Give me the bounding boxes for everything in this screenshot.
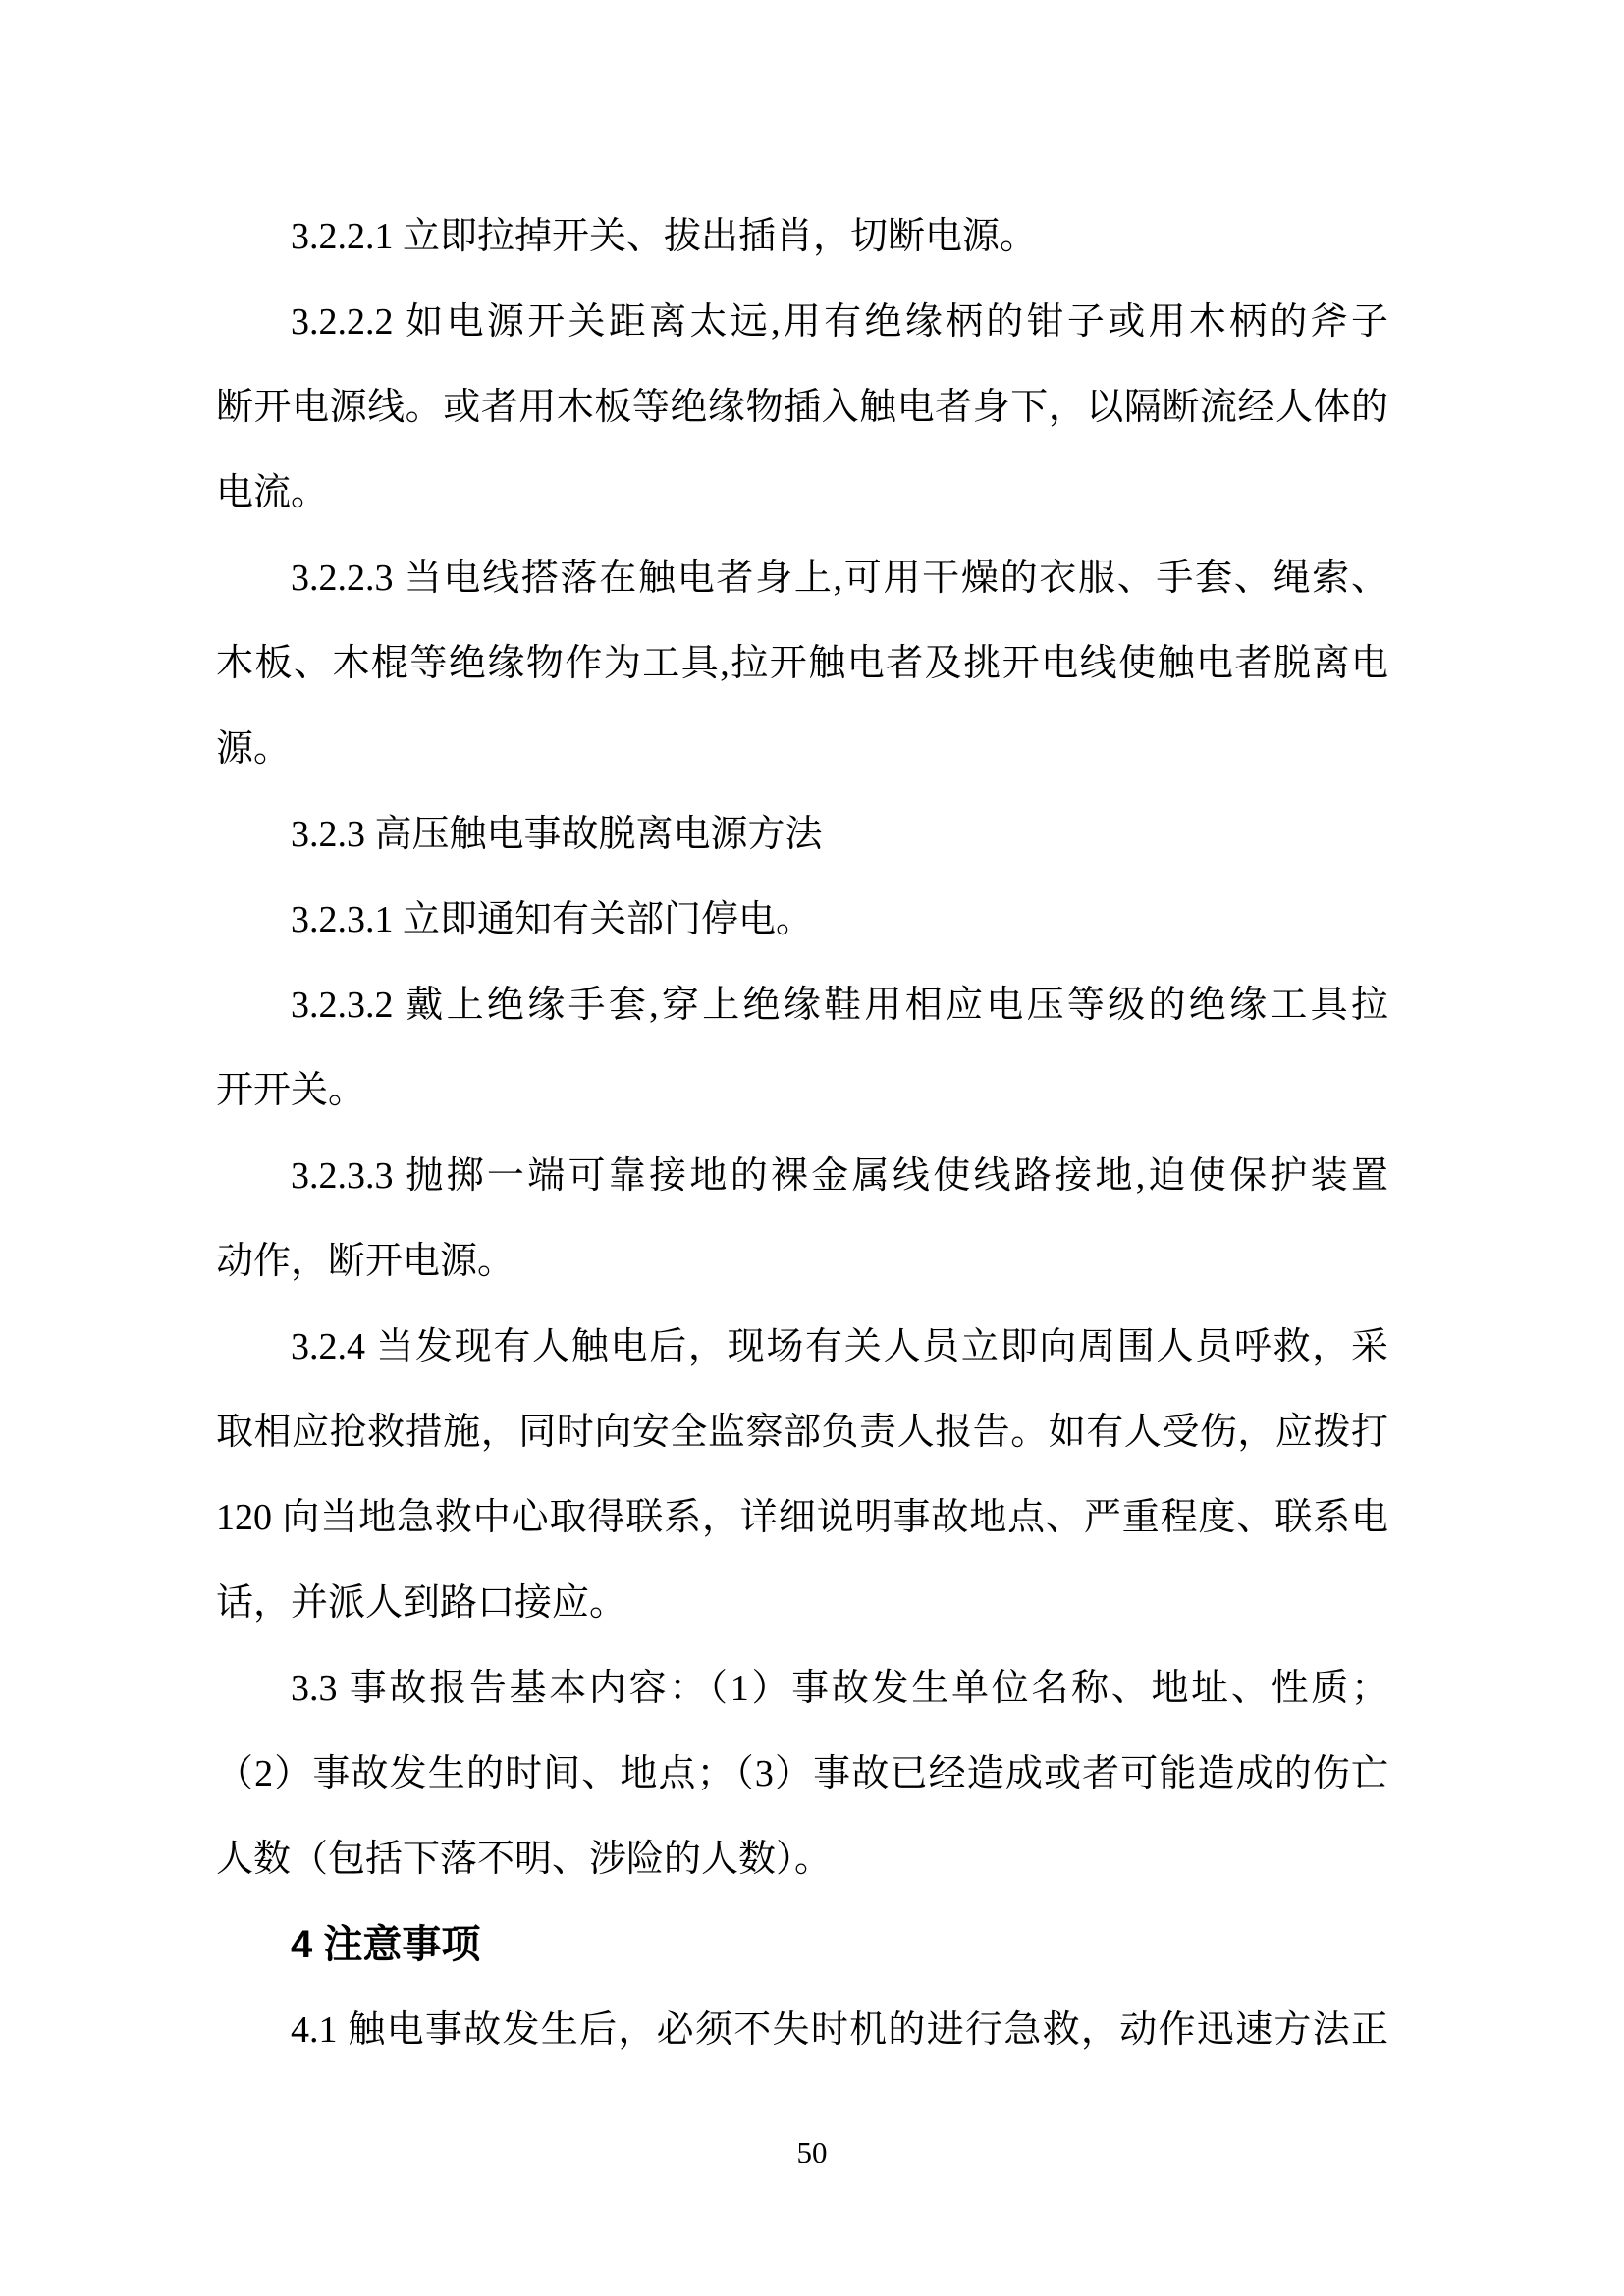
paragraph-line: 3.3 事故报告基本内容：（1）事故发生单位名称、地址、性质； (291, 1668, 1388, 1709)
document-body (216, 194, 1388, 2073)
paragraph-line: 动作，断开电源。 (216, 1241, 515, 1282)
paragraph-line: 3.2.3.3 抛掷一端可靠接地的裸金属线使线路接地,迫使保护装置 (291, 1155, 1388, 1197)
paragraph-line: 3.2.2.1 立即拉掉开关、拔出插肖，切断电源。 (291, 216, 1038, 257)
section-heading: 4 注意事项 (291, 1923, 481, 1966)
paragraph-line: 木板、木棍等绝缘物作为工具,拉开触电者及挑开电线使触电者脱离电 (216, 643, 1388, 684)
paragraph-line: 取相应抢救措施，同时向安全监察部负责人报告。如有人受伤，应拨打 (216, 1412, 1388, 1453)
paragraph-line: 3.2.3 高压触电事故脱离电源方法 (291, 814, 823, 855)
paragraph-line: 3.2.4 当发现有人触电后，现场有关人员立即向周围人员呼救，采 (291, 1326, 1388, 1367)
paragraph-line: 3.2.2.2 如电源开关距离太远,用有绝缘柄的钳子或用木柄的斧子 (291, 301, 1388, 343)
paragraph-line: 3.2.2.3 当电线搭落在触电者身上,可用干燥的衣服、手套、绳索、 (291, 558, 1388, 599)
paragraph-line: 3.2.3.1 立即通知有关部门停电。 (291, 899, 814, 940)
paragraph-line: 电流。 (216, 472, 329, 513)
paragraph-line: 3.2.3.2 戴上绝缘手套,穿上绝缘鞋用相应电压等级的绝缘工具拉 (291, 985, 1388, 1026)
paragraph-line: （2）事故发生的时间、地点；（3）事故已经造成或者可能造成的伤亡 (216, 1753, 1388, 1794)
paragraph-line: 4.1 触电事故发生后，必须不失时机的进行急救，动作迅速方法正 (291, 2009, 1388, 2051)
paragraph-line: 话，并派人到路口接应。 (216, 1582, 627, 1624)
paragraph-line: 断开电源线。或者用木板等绝缘物插入触电者身下，以隔断流经人体的 (216, 387, 1388, 428)
paragraph-line: 人数（包括下落不明、涉险的人数）。 (216, 1839, 833, 1880)
paragraph-line: 120 向当地急救中心取得联系，详细说明事故地点、严重程度、联系电 (216, 1497, 1388, 1538)
paragraph-line: 源。 (216, 728, 292, 770)
page-number: 50 (796, 2135, 828, 2169)
paragraph-line: 开开关。 (216, 1070, 366, 1111)
